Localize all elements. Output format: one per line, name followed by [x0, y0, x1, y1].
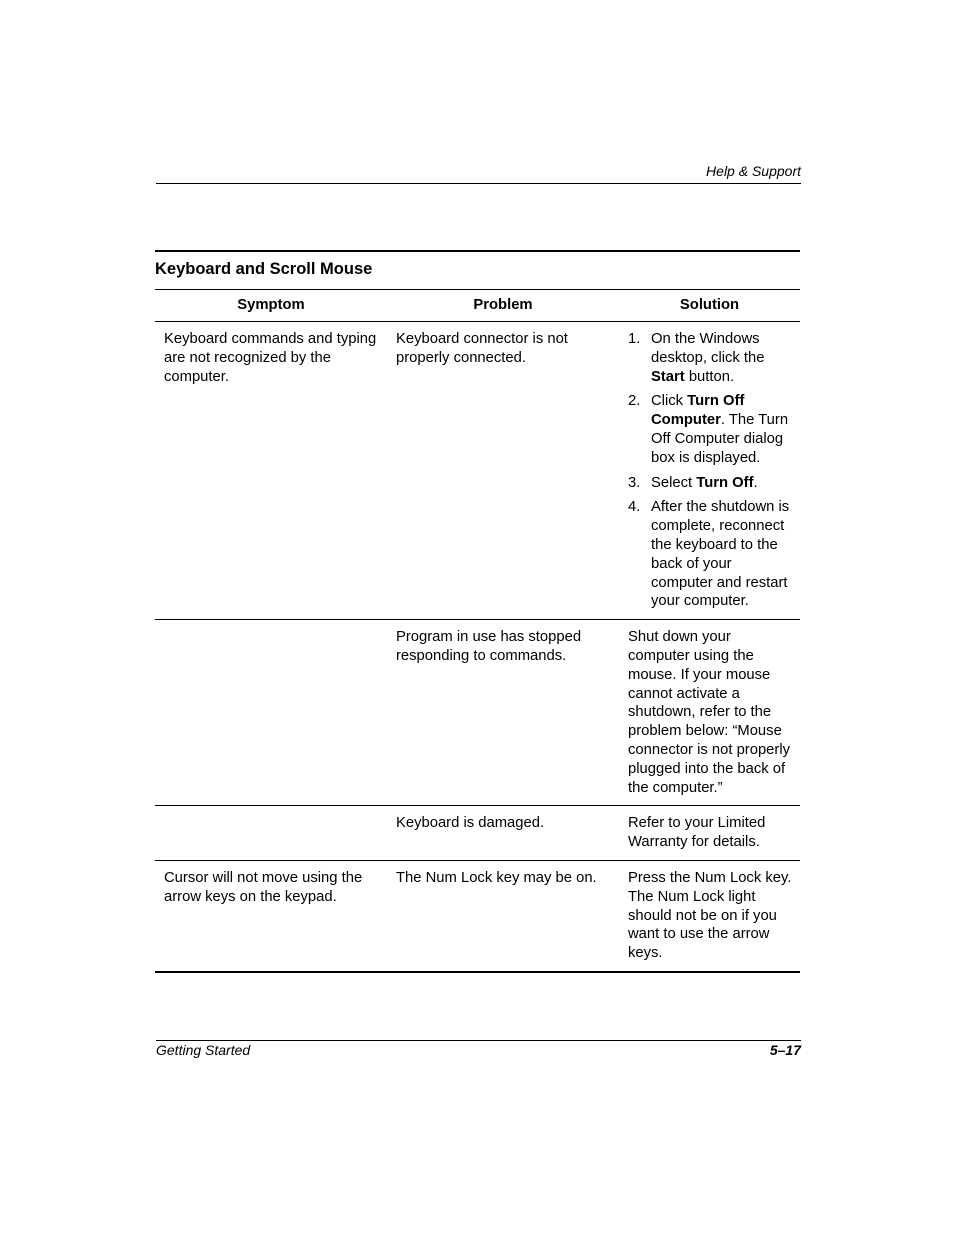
table-header-row — [155, 290, 800, 322]
column-header-solution: Solution — [619, 290, 800, 322]
solution-step — [628, 330, 792, 386]
step-text-part: Click — [651, 393, 688, 410]
step-text-part: After the shutdown is complete, reconnect the keyboard to the back of your computer and restart your computer. — [651, 499, 790, 610]
table-row — [155, 806, 800, 861]
step-text-part: . — [753, 474, 758, 491]
header-rule — [156, 183, 801, 184]
step-text — [651, 330, 792, 386]
solution-cell: Refer to your Limited Warranty for details. — [619, 806, 800, 861]
troubleshooting-table — [155, 250, 800, 973]
table-row — [155, 322, 800, 620]
symptom-cell — [155, 620, 387, 806]
step-text-bold: Start — [651, 368, 685, 385]
footer-rule — [156, 1040, 801, 1041]
step-text-bold: Turn Off — [696, 474, 754, 491]
solution-step — [628, 474, 792, 493]
step-text — [651, 392, 792, 467]
problem-cell: Keyboard is damaged. — [387, 806, 619, 861]
footer-title: Getting Started — [156, 1042, 251, 1058]
table-body — [155, 290, 800, 973]
symptom-cell — [155, 806, 387, 861]
page-number: 5–17 — [769, 1042, 801, 1058]
step-text — [651, 474, 792, 493]
table-title: Keyboard and Scroll Mouse — [155, 252, 800, 290]
step-text-bold: Turn Off Computer — [651, 393, 745, 429]
step-text-part: button. — [684, 368, 735, 385]
step-text — [651, 498, 792, 611]
step-text-part: . The Turn Off Computer dialog box is displayed. — [651, 412, 789, 466]
table-row — [155, 620, 800, 806]
problem-cell: The Num Lock key may be on. — [387, 860, 619, 971]
step-number: 1. — [628, 331, 641, 347]
step-text-part: On the Windows desktop, click the — [651, 331, 765, 366]
table-row — [155, 860, 800, 971]
solution-step — [628, 392, 792, 467]
solution-steps — [628, 330, 792, 611]
symptom-cell: Keyboard commands and typing are not recognized by the computer. — [155, 322, 387, 620]
solution-cell — [619, 322, 800, 620]
step-number: 2. — [628, 393, 641, 410]
problem-cell: Program in use has stopped responding to commands. — [387, 620, 619, 806]
solution-cell: Shut down your computer using the mouse. If your mouse cannot activate a shutdown, refer to the problem below: “Mouse connector is not properly plugged into the back of the computer.” — [619, 620, 800, 806]
step-number: 3. — [628, 474, 641, 491]
column-header-problem: Problem — [387, 290, 619, 322]
column-header-symptom: Symptom — [155, 290, 387, 322]
solution-cell: Press the Num Lock key. The Num Lock light should not be on if you want to use the arrow keys. — [619, 860, 800, 971]
step-text-part: Select — [651, 474, 697, 491]
solution-step — [628, 498, 792, 611]
running-header: Help & Support — [706, 163, 801, 179]
problem-cell: Keyboard connector is not properly connected. — [387, 322, 619, 620]
step-number: 4. — [628, 499, 641, 516]
symptom-cell: Cursor will not move using the arrow keys on the keypad. — [155, 860, 387, 971]
